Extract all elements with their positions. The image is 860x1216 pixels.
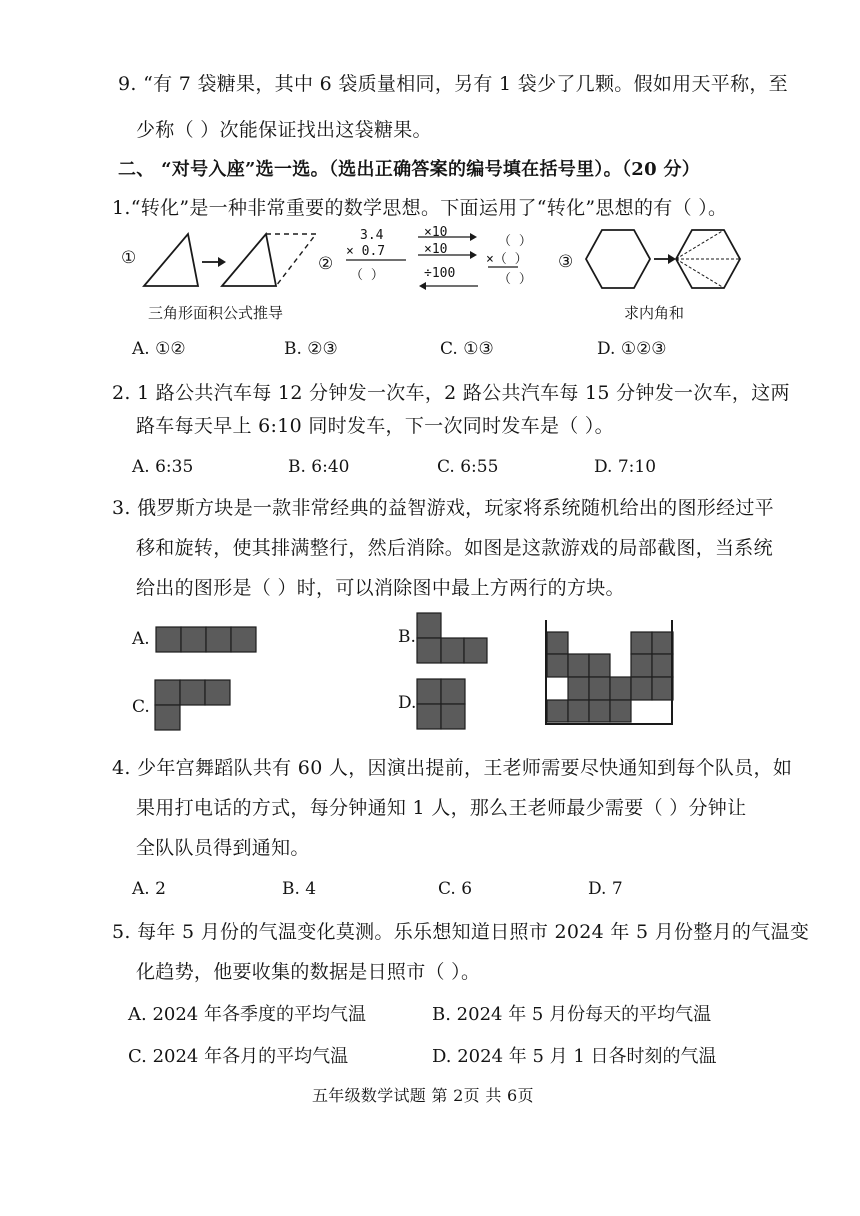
q3-label-a[interactable]: A. [132,629,150,649]
q1-option-c[interactable]: C. ①③ [440,339,494,359]
q4-option-a[interactable]: A. 2 [132,879,166,899]
q2-line2: 路车每天早上 6:10 同时发车，下一次同时发车是（ ）。 [136,415,614,437]
q3-label-c[interactable]: C. [132,697,150,717]
calc-mult: × 0.7 [346,244,386,259]
q2-line1: 2. 1 路公共汽车每 12 分钟发一次车，2 路公共汽车每 15 分钟发一次车，这两 [112,382,790,404]
q3-label-b[interactable]: B. [398,627,416,647]
q5-line1: 5. 每年 5 月份的气温变化莫测。乐乐想知道日照市 2024 年 5 月份整月的气温变 [112,921,810,943]
q9-line2: 少称（ ）次能保证找出这袋糖果。 [136,119,432,141]
q2-option-c[interactable]: C. 6:55 [437,457,499,477]
q4-line3: 全队队员得到通知。 [136,837,310,859]
q3-line1: 3. 俄罗斯方块是一款非常经典的益智游戏，玩家将系统随机给出的图形经过平 [112,497,774,519]
q5-option-b[interactable]: B. 2024 年 5 月份每天的平均气温 [432,1004,712,1025]
triangle-transform-figure [140,228,320,290]
q2-option-b[interactable]: B. 6:40 [288,457,350,477]
page-footer: 五年级数学试题 第 2页 共 6页 [312,1086,534,1105]
fig3-caption: 求内角和 [624,304,685,322]
calc-top: 3.4 [360,228,384,243]
hexagon-figure [584,226,744,292]
q5-option-a[interactable]: A. 2024 年各季度的平均气温 [128,1004,366,1025]
q4-line2: 果用打电话的方式，每分钟通知 1 人，那么王老师最少需要（ ）分钟让 [136,797,747,819]
q2-option-a[interactable]: A. 6:35 [132,457,194,477]
fig3-marker: ③ [558,252,574,272]
arrow-bottom-label: ÷100 [424,266,456,281]
q5-option-c[interactable]: C. 2024 年各月的平均气温 [128,1046,349,1067]
q5-line2: 化趋势，他要收集的数据是日照市（ ）。 [136,961,481,983]
right-top: （ ） [498,234,532,249]
q4-option-b[interactable]: B. 4 [282,879,317,899]
q3-line3: 给出的图形是（ ）时，可以消除图中最上方两行的方块。 [136,577,625,599]
arrow-mid-label: ×10 [424,242,448,257]
arrow-top-label: ×10 [424,225,448,240]
q1-option-b[interactable]: B. ②③ [284,339,338,359]
tetris-board [544,620,674,726]
q9-line1: 9. “有 7 袋糖果，其中 6 袋质量相同，另有 1 袋少了几颗。假如用天平称，至 [118,73,788,95]
fig1-marker: ① [121,248,137,268]
section-title: 二、 “对号入座”选一选。（选出正确答案的编号填在括号里）。（20 分） [118,159,701,180]
q4-line1: 4. 少年宫舞蹈队共有 60 人，因演出提前，王老师需要尽快通知到每个队员，如 [112,757,793,779]
calc-paren: （ ） [350,268,384,283]
q4-option-c[interactable]: C. 6 [438,879,473,899]
q3-line2: 移和旋转，使其排满整行，然后消除。如图是这款游戏的局部截图，当系统 [136,537,773,559]
q3-label-d[interactable]: D. [398,693,417,713]
fig2-marker: ② [318,254,334,274]
q1-stem: 1.“转化”是一种非常重要的数学思想。下面运用了“转化”思想的有（ ）。 [112,197,728,219]
q2-option-d[interactable]: D. 7:10 [594,457,657,477]
tetromino-d[interactable] [416,678,466,730]
q4-option-d[interactable]: D. 7 [588,879,623,899]
right-mult: ×（ ） [486,252,528,267]
tetromino-a[interactable] [155,626,257,653]
q5-option-d[interactable]: D. 2024 年 5 月 1 日各时刻的气温 [432,1046,717,1067]
tetromino-c[interactable] [154,679,232,731]
q1-option-a[interactable]: A. ①② [132,339,186,359]
tetromino-b[interactable] [416,612,488,664]
q1-option-d[interactable]: D. ①②③ [597,339,667,359]
fig1-caption: 三角形面积公式推导 [148,304,284,322]
right-result: （ ） [498,272,532,287]
